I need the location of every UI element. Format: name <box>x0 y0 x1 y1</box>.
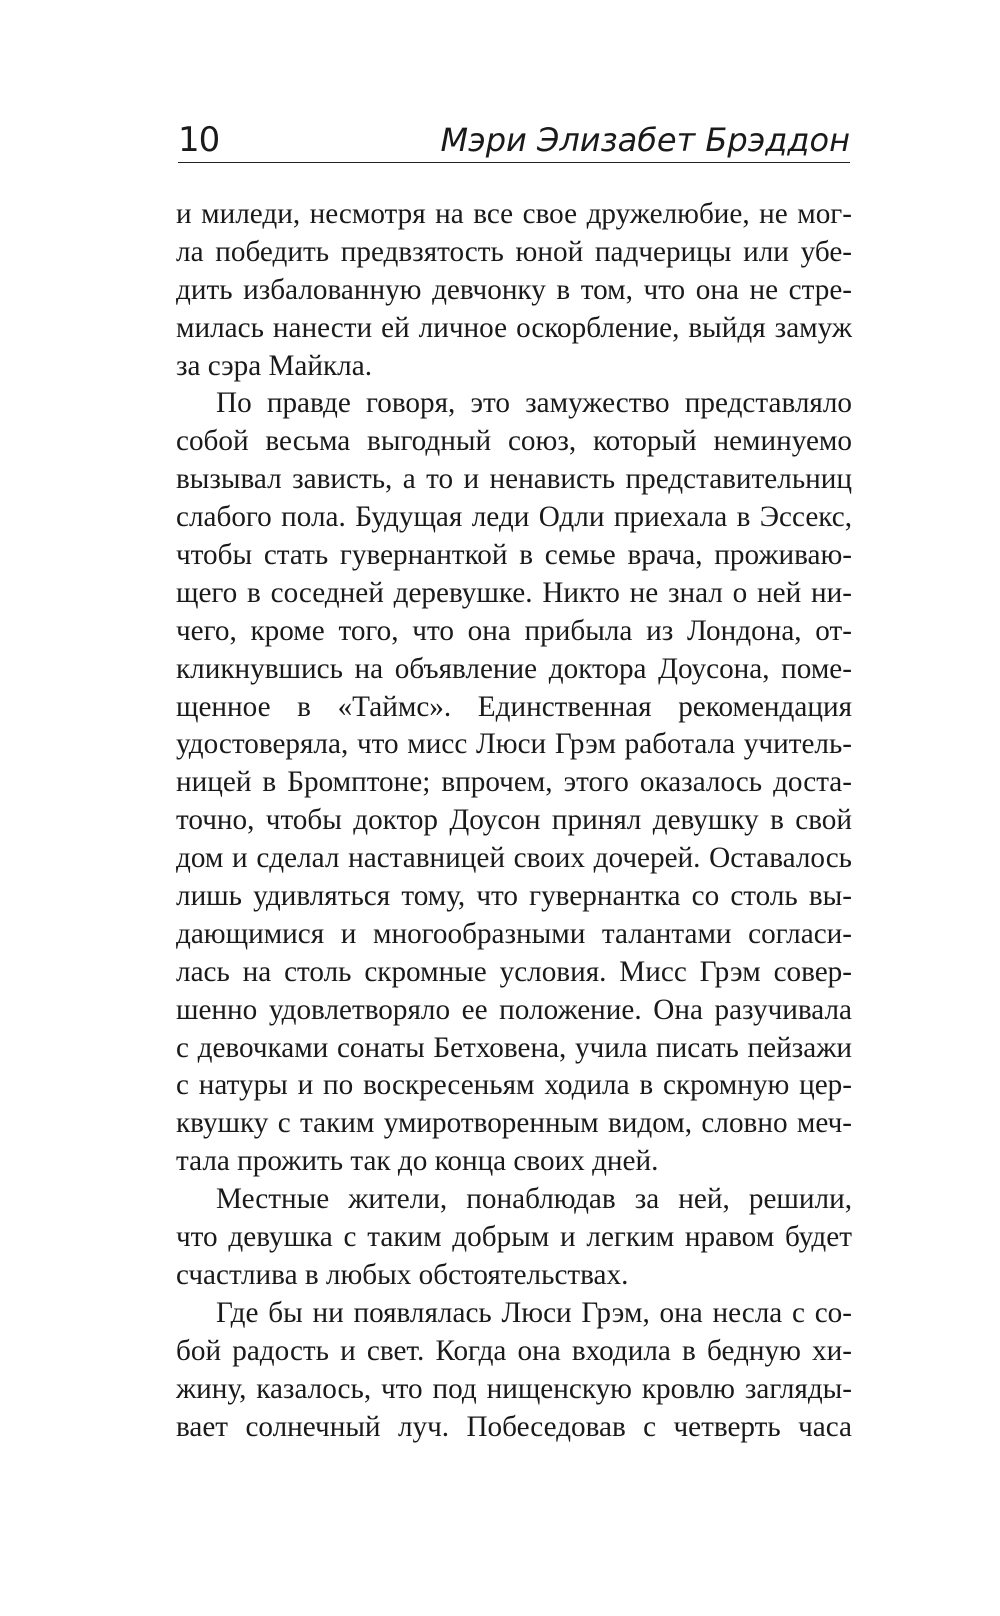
text-line: кликнувшись на объявление доктора Доусона, поме- <box>176 652 852 685</box>
text-line: дить избалованную девчонку в том, что она не стре- <box>176 273 852 306</box>
text-line: и миледи, несмотря на все свое дружелюбие, не мог- <box>176 198 852 230</box>
text-line: ницей в Бромптоне; впрочем, этого оказалось доста- <box>176 766 852 799</box>
text-line: лишь удивляться тому, что гувернантка со столь вы- <box>176 880 852 913</box>
text-line: жину, казалось, что под нищенскую кровлю загляды- <box>176 1372 852 1405</box>
text-line: счастлива в любых обстоятельствах. <box>176 1258 629 1291</box>
text-line: По правде говоря, это замужество представляло <box>216 387 852 420</box>
text-line: квушку с таким умиротворенным видом, словно меч- <box>176 1107 852 1140</box>
text-line: бой радость и свет. Когда она входила в бедную хи- <box>176 1334 852 1367</box>
text-line: Местные жители, понаблюдав за ней, решили, <box>216 1183 852 1216</box>
text-line: щенное в «Таймс». Единственная рекомендация <box>176 690 852 723</box>
text-line: удостоверяла, что мисс Люси Грэм работала учитель- <box>176 728 852 761</box>
text-line: чтобы стать гувернанткой в семье врача, проживаю- <box>176 539 852 572</box>
text-line: собой весьма выгодный союз, который неминуемо <box>176 425 852 458</box>
running-head-author: Мэри Элизабет Брэддон <box>440 121 850 159</box>
text-line: с натуры и по воскресеньям ходила в скромную цер- <box>176 1069 852 1102</box>
text-line: тала прожить так до конца своих дней. <box>176 1145 659 1178</box>
text-line: за сэра Майкла. <box>176 349 372 382</box>
body-text <box>176 196 852 1446</box>
text-line: милась нанести ей личное оскорбление, выйдя замуж <box>176 311 852 344</box>
page-number: 10 <box>178 120 220 160</box>
text-line: лась на столь скромные условия. Мисс Грэм совер- <box>176 955 852 988</box>
text-line: дом и сделал наставницей своих дочерей. Оставалось <box>176 842 852 875</box>
text-line: чего, кроме того, что она прибыла из Лондона, от- <box>176 614 852 647</box>
text-line: с девочками сонаты Бетховена, учила писать пейзажи <box>176 1031 852 1064</box>
paragraph <box>176 196 852 385</box>
text-line: что девушка с таким добрым и легким нравом будет <box>176 1221 852 1254</box>
paragraph <box>176 1181 852 1295</box>
text-line: слабого пола. Будущая леди Одли приехала в Эссекс, <box>176 501 852 534</box>
text-line: точно, чтобы доктор Доусон принял девушку в свой <box>176 804 852 837</box>
text-line: вает солнечный луч. Побеседовав с четверть часа <box>176 1410 852 1443</box>
running-head <box>178 118 850 163</box>
text-line: ла победить предвзятость юной падчерицы или убе- <box>176 235 852 268</box>
paragraph <box>176 385 852 1181</box>
text-line: шенно удовлетворяло ее положение. Она разучивала <box>176 993 852 1026</box>
text-line: Где бы ни появлялась Люси Грэм, она несла с со- <box>216 1296 852 1329</box>
paragraph <box>176 1295 852 1447</box>
text-line: щего в соседней деревушке. Никто не знал о ней ни- <box>176 576 852 609</box>
text-line: вызывал зависть, а то и ненависть представительниц <box>176 463 852 496</box>
text-line: дающимися и многообразными талантами согласи- <box>176 917 852 950</box>
